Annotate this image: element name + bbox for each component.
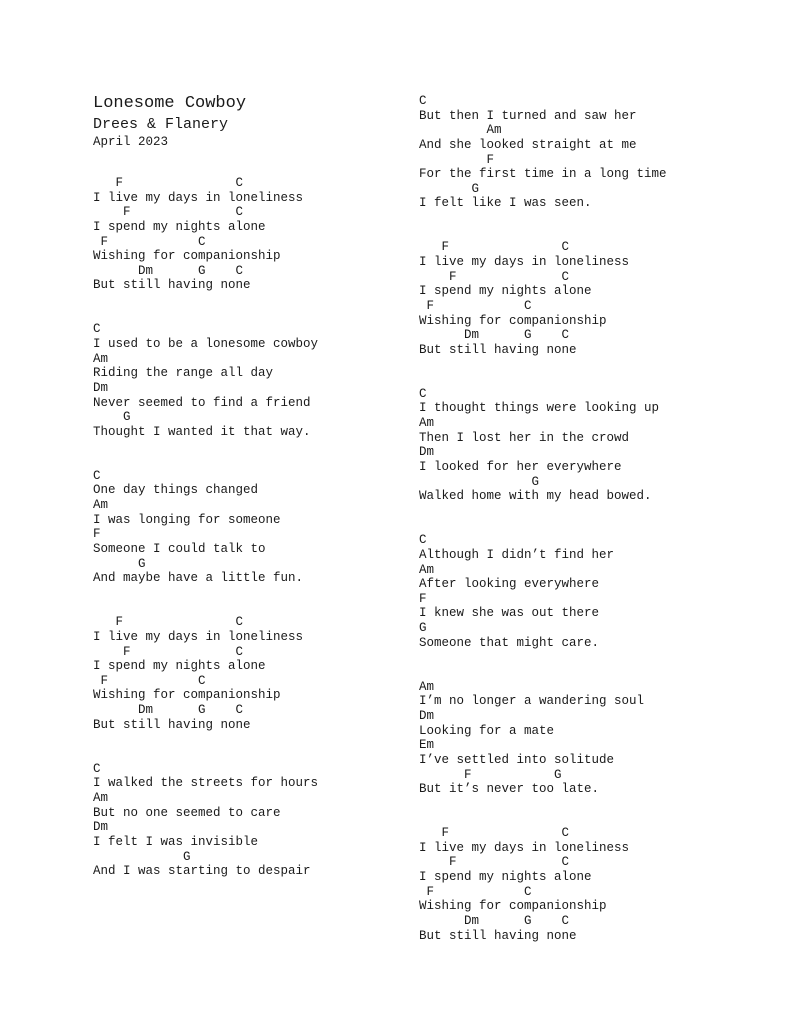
stanza [419,826,667,943]
stanza-gap [93,586,318,615]
stanza-gap [419,797,667,826]
chord-line: Dm G C [93,263,244,278]
lyric-line: Wishing for companionship [93,249,281,264]
stanza-gap [93,293,318,322]
stanza-gap [93,440,318,469]
lyric-line: I’m no longer a wandering soul [419,694,645,709]
chord-line: F C [93,176,244,190]
stanza [93,469,318,586]
song-header [93,93,246,150]
chord-line: F C [419,884,532,899]
chord-line: F C [419,240,570,255]
chord-line: G [93,849,191,864]
lyric-line: I walked the streets for hours [93,776,319,791]
lyric-line: I thought things were looking up [419,401,660,416]
stanza [419,533,667,650]
right-column [419,94,667,943]
lyric-line: And maybe have a little fun. [93,571,304,586]
chord-line: F C [419,826,570,841]
chord-line: F C [93,615,244,630]
chord-line: Am [419,123,502,138]
lyric-line: But still having none [93,278,251,293]
lyric-line: For the first time in a long time [419,167,667,182]
chord-line: G [93,556,146,571]
chord-line: C [93,322,101,337]
song-title: Lonesome Cowboy [93,94,247,113]
lyric-line: But no one seemed to care [93,805,281,820]
song-date: April 2023 [93,135,169,149]
lyric-line: But it’s never too late. [419,782,600,797]
lyric-line: I spend my nights alone [93,219,266,234]
lyric-line: Thought I wanted it that way. [93,424,311,439]
chord-line: F C [93,234,206,249]
stanza [419,94,667,211]
lyric-line: Looking for a mate [419,723,555,738]
lyric-line: And she looked straight at me [419,137,637,152]
lyric-line: I felt like I was seen. [419,196,592,211]
lyric-line: Someone I could talk to [93,542,266,557]
stanza-gap [419,358,667,387]
chord-line: Dm G C [93,703,244,718]
chord-line: Em [419,738,435,753]
stanza [93,322,318,439]
chord-line: C [93,468,101,483]
chord-line: F [419,591,427,606]
lyric-line: I live my days in loneliness [93,190,304,205]
lyric-line: I knew she was out there [419,606,600,621]
lyric-line: But still having none [419,342,577,357]
lyric-line: Then I lost her in the crowd [419,430,630,445]
chord-line: C [419,533,427,548]
stanza-gap [419,504,667,533]
lyric-line: I spend my nights alone [93,659,266,674]
stanza-gap [419,650,667,679]
lyric-line: I felt I was invisible [93,834,259,849]
chord-line: Dm G C [419,328,570,343]
stanza [93,762,318,879]
chord-line: G [93,410,131,425]
chord-line: F C [93,205,244,220]
chord-line: Am [419,562,435,577]
chord-line: Dm [419,708,435,723]
chord-line: F C [419,855,570,870]
lyric-line: Wishing for companionship [419,899,607,914]
stanza [93,176,318,293]
chord-line: Am [93,790,109,805]
chord-line: G [419,181,480,196]
chord-line: F C [419,269,570,284]
chord-line: F [93,527,101,542]
lyric-line: But still having none [93,717,251,732]
stanza [419,387,667,504]
lyric-line: I live my days in loneliness [419,255,630,270]
stanza-gap [419,211,667,240]
stanza [419,240,667,357]
lyric-line: I looked for her everywhere [419,460,622,475]
lyric-line: I used to be a lonesome cowboy [93,337,319,352]
chord-line: Dm [419,445,435,460]
chord-line: G [419,621,427,636]
lyric-line: One day things changed [93,483,259,498]
chord-line: F C [419,298,532,313]
chord-line: C [419,386,427,401]
chord-line: Am [93,351,109,366]
stanza [419,680,667,797]
stanza-gap [93,732,318,761]
chord-line: Dm [93,380,109,395]
chord-line: G [419,474,540,489]
lyric-line: Although I didn’t find her [419,547,615,562]
lyric-line: Someone that might care. [419,635,600,650]
lyric-line: But then I turned and saw her [419,108,637,123]
chord-line: Dm [93,820,109,835]
lyric-line: I’ve settled into solitude [419,752,615,767]
chord-line: Dm G C [419,913,570,928]
lyric-line: And I was starting to despair [93,864,311,879]
chord-line: C [93,761,101,776]
chord-line: Am [419,679,435,694]
chord-line: F C [93,644,244,659]
lyric-line: After looking everywhere [419,577,600,592]
lyric-line: I was longing for someone [93,512,281,527]
chord-line: F G [419,767,562,782]
lyric-line: I live my days in loneliness [93,629,304,644]
chord-line: F C [93,673,206,688]
lyric-line: Wishing for companionship [93,688,281,703]
lyric-line: Riding the range all day [93,366,274,381]
chord-line: Am [419,416,435,431]
lyric-line: Walked home with my head bowed. [419,489,652,504]
chord-line: C [419,94,427,108]
song-authors: Drees & Flanery [93,116,229,133]
lyric-line: I live my days in loneliness [419,840,630,855]
left-column [93,176,318,879]
lyric-line: Never seemed to find a friend [93,395,311,410]
chord-line: F [419,152,495,167]
lyric-line: But still having none [419,928,577,943]
lyric-line: I spend my nights alone [419,870,592,885]
lyric-line: Wishing for companionship [419,313,607,328]
stanza [93,615,318,732]
lyric-line: I spend my nights alone [419,284,592,299]
chord-line: Am [93,498,109,513]
